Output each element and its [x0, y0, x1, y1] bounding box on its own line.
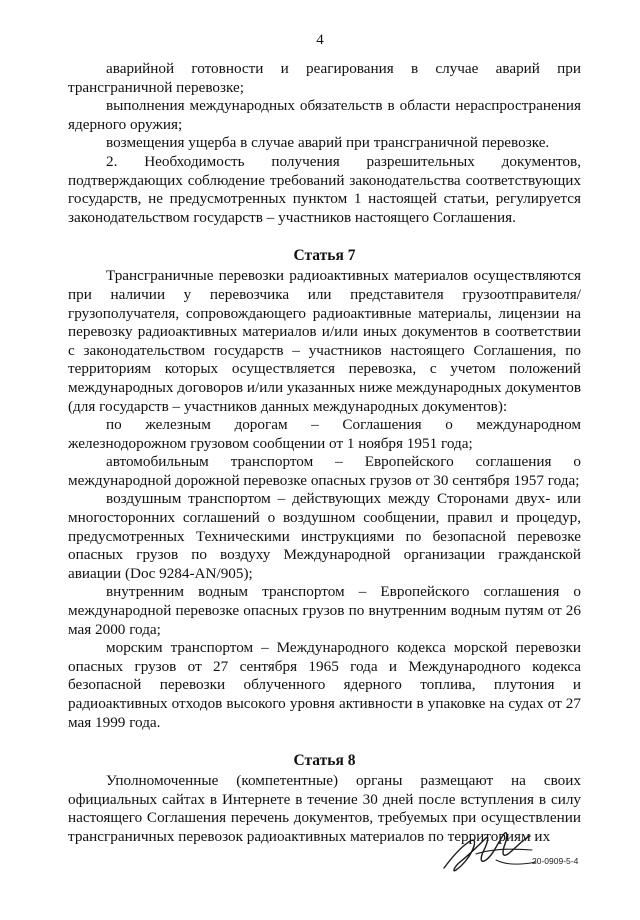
paragraph: 2. Необходимость получения разрешительных документов, подтверждающих соблюдение требований законодательства соответствующих государств, не предусмотренных пунктом 1 настоящей статьи, регулируется законодательством государств – участников настоящего Соглашения. [68, 152, 581, 226]
paragraph: выполнения международных обязательств в области нераспространения ядерного оружия; [68, 97, 581, 133]
article-7-title: Статья 7 [293, 247, 356, 265]
paragraph: аварийной готовности и реагирования в случае аварий при трансграничной перевозке; [68, 60, 581, 96]
paragraph: внутренним водным транспортом – Европейского соглашения о международной перевозке опасных грузов по внутренним водным путям от 26 мая 2000 года; [68, 583, 581, 638]
handwritten-signature [436, 820, 546, 880]
document-body [68, 60, 581, 847]
paragraph: автомобильным транспортом – Европейского соглашения о международной дорожной перевозке опасных грузов от 30 сентября 1957 года; [68, 453, 581, 489]
article-8-title: Статья 8 [293, 752, 356, 770]
paragraph: Уполномоченные (компетентные) органы размещают на своих официальных сайтах в Интернете в течение 30 дней после вступления в силу настоящего Соглашения перечень документов, требуемых при осуществлении трансграничных перевозок радиоактивных материалов по территориям их [68, 772, 581, 845]
paragraph: по железным дорогам – Соглашения о международном железнодорожном грузовом сообщении от 1 ноября 1951 года; [68, 416, 581, 452]
paragraph: морским транспортом – Международного кодекса морской перевозки опасных грузов от 27 сентября 1965 года и Международного кодекса безопасной перевозки облученного ядерного топлива, плутония и радиоактивных отходов высокого уровня активности в упаковке на судах от 27 мая 1999 года. [68, 639, 581, 731]
document-code: 20-0909-5-4 [532, 856, 579, 866]
paragraph: возмещения ущерба в случае аварий при трансграничной перевозке. [106, 134, 550, 152]
paragraph: Трансграничные перевозки радиоактивных материалов осуществляются при наличии у перевозчика или представителя грузоотправителя/грузополучателя, сопровождающего радиоактивные материалы, лицензии на перевозку радиоактивных материалов и/или иных документов в соответствии с законодательством государств – участников настоящего Соглашения, по территориям которых осуществляется перевозка, с учетом положений международных договоров и/или указанных ниже международных документов (для государств – участников данных международных документов): [68, 267, 581, 415]
paragraph: воздушным транспортом – действующих между Сторонами двух- или многосторонних соглашений о воздушном сообщении, правил и процедур, предусмотренных Техническими инструкциями по безопасной перевозке опасных грузов по воздуху Международной организации гражданской авиации (Doc 9284-AN/905); [68, 490, 581, 582]
page-number: 4 [316, 32, 324, 48]
